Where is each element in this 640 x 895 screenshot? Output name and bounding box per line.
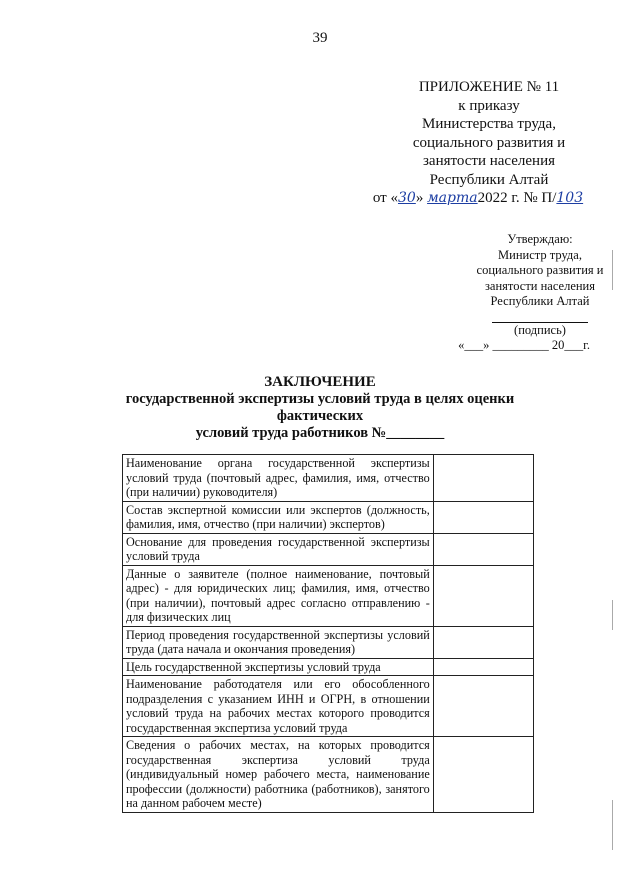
appendix-line: социального развития и (412, 134, 566, 151)
page-number: 39 (312, 30, 328, 46)
row-label: Период проведения государственной экспертизы условий труда (дата начала и окончания проведения) (123, 626, 434, 658)
row-value-cell[interactable] (433, 565, 533, 626)
row-label: Основание для проведения государственной экспертизы условий труда (123, 533, 434, 565)
approval-date: «___» _________ 20___г. (458, 338, 590, 352)
date-sep: » (415, 190, 424, 206)
subtitle-line: фактических (276, 408, 364, 424)
handwritten-day: 30 (397, 190, 416, 206)
row-value-cell[interactable] (433, 533, 533, 565)
signature-caption: (подпись) (514, 322, 566, 337)
document-title (120, 374, 520, 442)
signature-line (492, 310, 588, 323)
row-value-cell[interactable] (433, 626, 533, 658)
appendix-line: Министерства труда, (422, 116, 556, 132)
table-row (123, 676, 534, 737)
handwritten-order-number: 103 (556, 190, 584, 206)
scan-artifact (612, 600, 613, 630)
row-label: Сведения о рабочих местах, на которых проводится государственная экспертиза условий труда (индивидуальный номер рабочего места, наименование профессии (должности) работника (работников), занятого на данном рабочем месте) (123, 737, 434, 813)
appendix-title: ПРИЛОЖЕНИЕ № 11 (418, 79, 560, 95)
approval-line: социального развития и (476, 263, 604, 277)
table-row (123, 626, 534, 658)
table-row (123, 658, 534, 676)
row-value-cell[interactable] (433, 676, 533, 737)
row-label: Данные о заявителе (полное наименование, почтовый адрес) - для юридических лиц; фамилия, имя, отчество (при наличии), почтовый адрес согласно отправлению - для физических лиц (123, 565, 434, 626)
row-label: Наименование органа государственной экспертизы условий труда (почтовый адрес, фамилия, имя, отчество (при наличии) руководителя) (123, 455, 434, 502)
table-row (123, 533, 534, 565)
order-date-line (360, 189, 596, 208)
approval-heading: Утверждаю: (507, 232, 573, 246)
row-value-cell[interactable] (433, 737, 533, 813)
date-prefix: от « (372, 190, 398, 206)
approval-line: Республики Алтай (490, 294, 590, 308)
scan-artifact (612, 800, 613, 850)
table-row (123, 455, 534, 502)
appendix-line: Республики Алтай (429, 171, 549, 188)
scan-artifact (612, 250, 613, 290)
subtitle-line: условий труда работников №________ (195, 425, 445, 441)
table-row (123, 501, 534, 533)
row-value-cell[interactable] (433, 501, 533, 533)
row-value-cell[interactable] (433, 658, 533, 676)
approval-line: занятости населения (484, 278, 595, 293)
date-year: 2022 г. № П/ (477, 190, 557, 206)
approval-block (440, 232, 640, 354)
row-label: Цель государственной экспертизы условий труда (123, 658, 434, 676)
table-row (123, 737, 534, 813)
approval-line: Министр труда, (498, 247, 582, 262)
expertise-table (122, 454, 534, 813)
subtitle-line: государственной экспертизы условий труда в целях оценки (125, 391, 515, 407)
handwritten-month: марта (427, 190, 478, 206)
appendix-line: к приказу (458, 97, 520, 114)
title-line: ЗАКЛЮЧЕНИЕ (264, 374, 376, 390)
table-row (123, 565, 534, 626)
appendix-line: занятости населения (422, 153, 555, 169)
appendix-header (372, 78, 596, 208)
row-value-cell[interactable] (433, 455, 533, 502)
row-label: Состав экспертной комиссии или экспертов (должность, фамилия, имя, отчество (при наличии) экспертов) (123, 501, 434, 533)
row-label: Наименование работодателя или его обособленного подразделения с указанием ИНН и ОГРН, в отношении условий труда на рабочих местах которого проводится государственная экспертиза условий труда (123, 676, 434, 737)
